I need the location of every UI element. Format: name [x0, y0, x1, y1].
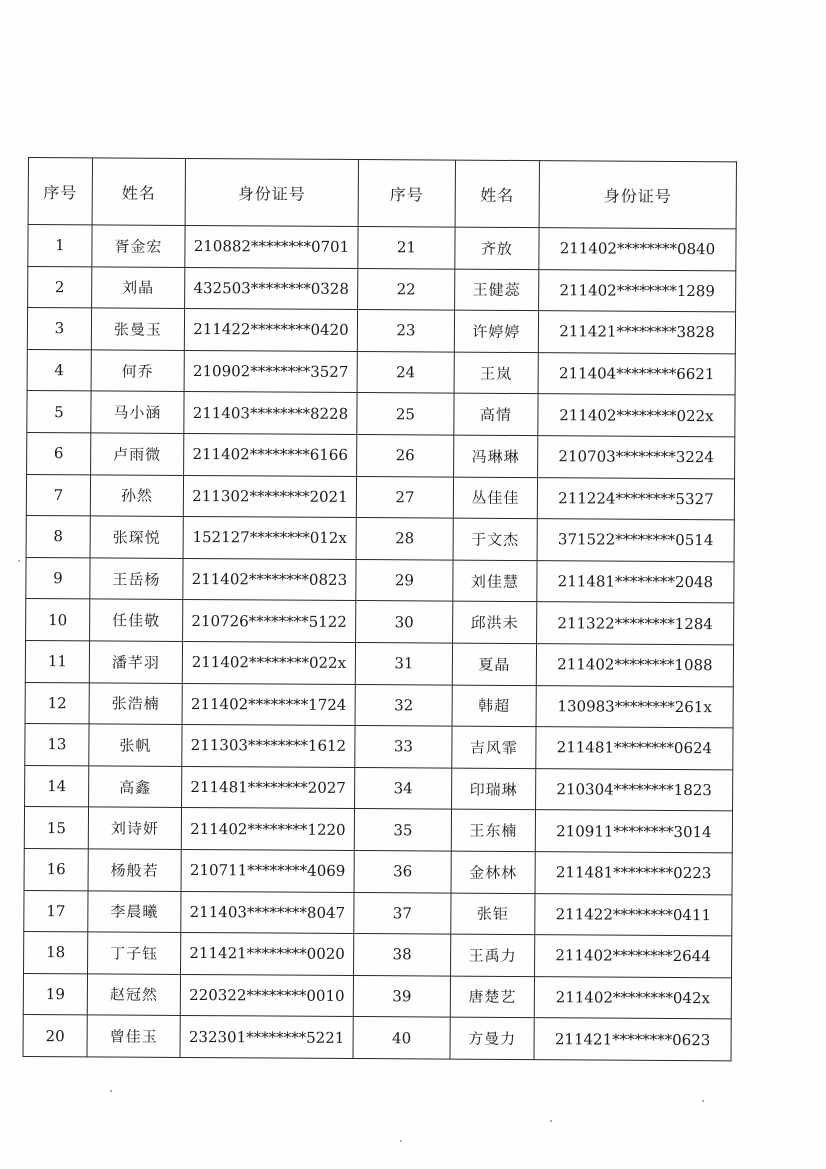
cell-no-left: 5: [27, 391, 91, 433]
cell-name-left: 丁子钰: [88, 932, 181, 974]
header-id-right: 身份证号: [539, 161, 736, 229]
cell-no-left: 6: [27, 432, 91, 474]
cell-name-left: 王岳杨: [90, 558, 183, 600]
table-row: [27, 308, 735, 354]
cell-name-right: 于文杰: [453, 518, 537, 560]
cell-id-left: 211302********2021: [183, 475, 356, 518]
cell-id-right: 130983********261x: [536, 685, 733, 728]
cell-id-left: 211402********0823: [183, 558, 356, 601]
cell-name-left: 张帆: [89, 724, 182, 766]
cell-id-left: 220322********0010: [180, 974, 353, 1017]
cell-name-left: 卢雨微: [91, 433, 184, 475]
cell-no-right: 34: [355, 767, 452, 809]
cell-id-right: 211402********0840: [539, 228, 736, 271]
cell-id-right: 211402********1289: [539, 269, 736, 312]
cell-id-left: 211403********8228: [184, 392, 357, 435]
table-row: [23, 1015, 731, 1061]
cell-no-left: 4: [27, 349, 91, 391]
cell-id-left: 211402********022x: [182, 641, 355, 684]
cell-no-left: 7: [26, 474, 90, 516]
header-id-left: 身份证号: [185, 158, 358, 226]
table-row: [27, 432, 735, 478]
cell-no-right: 22: [358, 268, 455, 310]
table-row: [26, 474, 734, 520]
cell-id-right: 211481********2048: [537, 560, 734, 603]
cell-name-left: 高鑫: [89, 766, 182, 808]
cell-id-left: 210882********0701: [185, 225, 358, 268]
cell-id-left: 211402********1220: [181, 808, 354, 851]
cell-no-left: 14: [25, 765, 89, 807]
cell-name-right: 夏晶: [452, 643, 536, 685]
cell-name-right: 王禹力: [451, 934, 535, 976]
table-row: [26, 599, 734, 645]
cell-name-left: 任佳敬: [90, 599, 183, 641]
header-name-left: 姓名: [92, 158, 185, 226]
cell-id-left: 211421********0020: [181, 933, 354, 976]
roster-table-container: [23, 157, 736, 1061]
table-row: [24, 890, 732, 936]
cell-name-right: 丛佳佳: [453, 477, 537, 519]
header-name-right: 姓名: [455, 160, 539, 228]
cell-id-right: 211422********0411: [535, 893, 732, 936]
cell-no-right: 28: [356, 518, 453, 560]
cell-name-right: 金林林: [451, 851, 535, 893]
cell-no-right: 33: [355, 726, 452, 768]
cell-no-right: 23: [357, 310, 454, 352]
cell-name-left: 张浩楠: [89, 682, 182, 724]
cell-name-right: 许婷婷: [454, 310, 538, 352]
cell-name-left: 杨般若: [88, 849, 181, 891]
cell-no-right: 30: [356, 601, 453, 643]
cell-no-left: 11: [25, 640, 89, 682]
cell-name-left: 胥金宏: [92, 225, 185, 267]
table-row: [26, 557, 734, 603]
scan-speck: [702, 1100, 704, 1102]
cell-id-right: 210304********1823: [536, 768, 733, 811]
cell-no-right: 21: [358, 227, 455, 269]
cell-id-left: 211481********2027: [182, 766, 355, 809]
cell-name-right: 张钜: [451, 893, 535, 935]
table-row: [28, 225, 736, 271]
cell-name-left: 张曼玉: [91, 308, 184, 350]
cell-no-left: 2: [28, 266, 92, 308]
cell-name-right: 韩超: [452, 685, 536, 727]
cell-id-right: 211402********022x: [538, 394, 735, 437]
roster-body: [23, 225, 736, 1061]
cell-no-left: 18: [24, 932, 88, 974]
scan-speck: [550, 1120, 552, 1122]
table-row: [26, 516, 734, 562]
cell-id-left: 210726********5122: [183, 600, 356, 643]
cell-no-left: 20: [23, 1015, 87, 1057]
cell-id-right: 211404********6621: [538, 352, 735, 395]
cell-no-right: 35: [354, 809, 451, 851]
cell-name-right: 刘佳慧: [453, 560, 537, 602]
cell-name-right: 方曼力: [450, 1017, 534, 1059]
cell-name-right: 高情: [454, 393, 538, 435]
cell-no-left: 16: [24, 848, 88, 890]
cell-id-right: 211421********0623: [534, 1018, 731, 1061]
table-row: [25, 640, 733, 686]
cell-no-left: 1: [28, 225, 92, 267]
cell-no-left: 10: [26, 599, 90, 641]
scan-speck: [18, 560, 20, 562]
cell-name-right: 齐放: [455, 227, 539, 269]
cell-no-right: 40: [353, 1017, 450, 1059]
cell-name-right: 邱洪未: [453, 601, 537, 643]
cell-no-right: 29: [356, 559, 453, 601]
cell-id-left: 232301********5221: [180, 1016, 353, 1059]
cell-no-left: 12: [25, 682, 89, 724]
table-row: [24, 932, 732, 978]
cell-no-right: 31: [355, 642, 452, 684]
cell-name-right: 唐楚艺: [450, 976, 534, 1018]
cell-id-right: 210703********3224: [538, 436, 735, 479]
cell-id-left: 210711********4069: [181, 849, 354, 892]
cell-name-left: 张琛悦: [90, 516, 183, 558]
cell-id-left: 152127********012x: [183, 517, 356, 560]
scan-speck: [110, 1090, 112, 1092]
cell-no-right: 32: [355, 684, 452, 726]
header-seq-right: 序号: [358, 160, 455, 228]
cell-name-right: 王健蕊: [455, 269, 539, 311]
cell-name-left: 曾佳玉: [87, 1015, 180, 1057]
cell-id-right: 211402********042x: [534, 976, 731, 1019]
cell-id-right: 371522********0514: [537, 519, 734, 562]
roster-table: [23, 157, 737, 1061]
cell-name-right: 冯琳琳: [454, 435, 538, 477]
cell-no-left: 3: [27, 308, 91, 350]
header-seq-left: 序号: [28, 158, 92, 225]
cell-name-left: 马小涵: [91, 391, 184, 433]
cell-id-left: 211402********1724: [182, 683, 355, 726]
cell-name-right: 吉风霏: [452, 726, 536, 768]
table-row: [24, 848, 732, 894]
cell-id-left: 211402********6166: [184, 433, 357, 476]
cell-no-right: 26: [357, 434, 454, 476]
cell-name-left: 何乔: [91, 350, 184, 392]
cell-name-left: 李晨曦: [88, 890, 181, 932]
cell-id-left: 432503********0328: [185, 267, 358, 310]
scan-speck: [400, 1140, 402, 1142]
cell-id-left: 211303********1612: [182, 725, 355, 768]
cell-name-left: 刘晶: [92, 266, 185, 308]
cell-name-left: 赵冠然: [87, 974, 180, 1016]
table-row: [27, 391, 735, 437]
cell-id-left: 211422********0420: [184, 309, 357, 352]
cell-id-left: 211403********8047: [181, 891, 354, 934]
cell-name-left: 潘芊羽: [89, 641, 182, 683]
cell-id-right: 211402********1088: [536, 644, 733, 687]
cell-no-left: 13: [25, 724, 89, 766]
table-row: [25, 765, 733, 811]
cell-no-right: 27: [356, 476, 453, 518]
cell-no-right: 36: [354, 850, 451, 892]
cell-name-right: 印瑞琳: [452, 768, 536, 810]
table-row: [28, 266, 736, 312]
table-row: [24, 807, 732, 853]
cell-no-left: 8: [26, 516, 90, 558]
cell-no-right: 24: [357, 351, 454, 393]
cell-name-left: 刘诗妍: [88, 807, 181, 849]
cell-id-right: 211481********0624: [536, 727, 733, 770]
cell-no-right: 25: [357, 393, 454, 435]
table-row: [23, 973, 731, 1019]
cell-no-right: 37: [354, 892, 451, 934]
cell-name-right: 王岚: [454, 352, 538, 394]
cell-id-right: 211402********2644: [535, 935, 732, 978]
cell-id-right: 211322********1284: [537, 602, 734, 645]
cell-no-left: 19: [23, 973, 87, 1015]
cell-id-left: 210902********3527: [184, 350, 357, 393]
table-row: [25, 682, 733, 728]
cell-no-right: 39: [353, 975, 450, 1017]
table-row: [25, 724, 733, 770]
cell-id-right: 211224********5327: [537, 477, 734, 520]
cell-id-right: 211481********0223: [535, 852, 732, 895]
table-row: [27, 349, 735, 395]
header-row: [28, 158, 736, 229]
cell-no-left: 15: [24, 807, 88, 849]
cell-name-left: 孙然: [90, 474, 183, 516]
cell-id-right: 210911********3014: [535, 810, 732, 853]
cell-no-right: 38: [354, 934, 451, 976]
cell-name-right: 王东楠: [451, 809, 535, 851]
cell-no-left: 9: [26, 557, 90, 599]
cell-id-right: 211421********3828: [538, 311, 735, 354]
cell-no-left: 17: [24, 890, 88, 932]
